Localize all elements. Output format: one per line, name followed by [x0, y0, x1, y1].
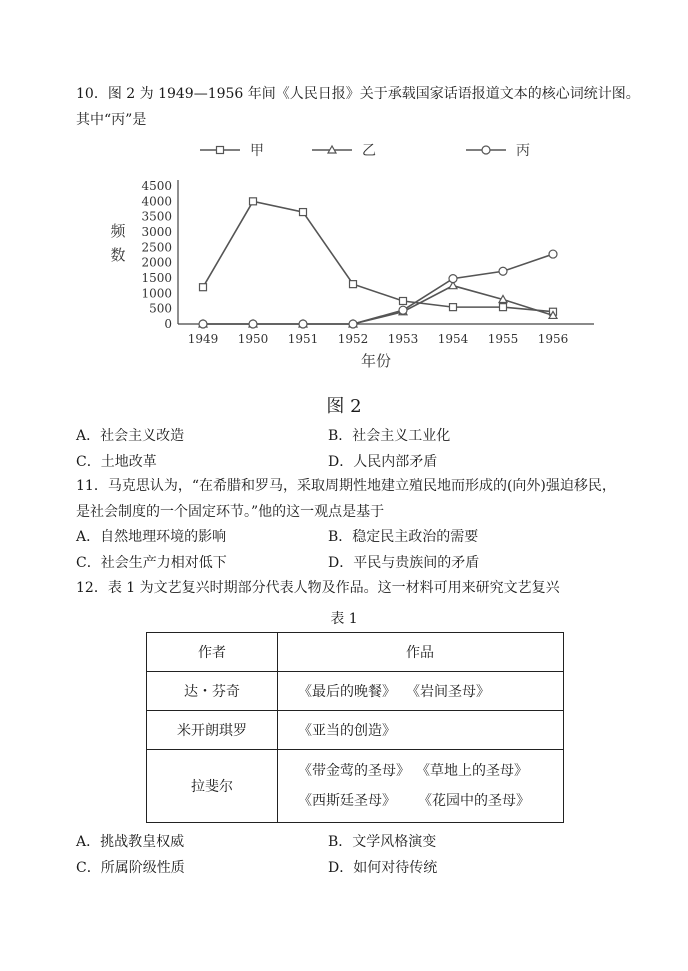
q10-option-c[interactable]: C．土地改革	[76, 454, 157, 470]
series-line	[203, 254, 553, 324]
works-cell	[278, 711, 564, 750]
legend-label: 丙	[516, 143, 530, 159]
author-cell: 米开朗琪罗	[147, 711, 278, 750]
y-axis-label-char2: 数	[110, 246, 126, 264]
x-tick-labels	[188, 332, 569, 346]
data-point	[349, 320, 357, 328]
q10-stem-line1: 10．图 2 为 1949—1956 年间《人民日报》关于承载国家话语报道文本的核心词统计图。	[76, 86, 640, 102]
figure-caption: 图 2	[326, 396, 362, 417]
header-works: 作品	[278, 633, 564, 672]
x-tick-label: 1953	[387, 332, 419, 346]
y-tick-label: 4000	[141, 194, 172, 209]
x-axis-label: 年份	[360, 352, 392, 370]
legend-marker	[482, 146, 490, 154]
data-point	[400, 298, 407, 305]
work-title: 《西斯廷圣母》	[298, 793, 396, 809]
y-tick-labels	[141, 179, 172, 331]
x-tick-label: 1951	[287, 332, 319, 346]
works-cell	[278, 750, 564, 823]
author-cell: 拉斐尔	[147, 750, 278, 823]
legend-entry	[312, 143, 376, 159]
data-point	[450, 304, 457, 311]
x-tick-label: 1950	[237, 332, 269, 346]
q11-stem-line1: 11．马克思认为，“在希腊和罗马，采取周期性地建立殖民地而形成的(向外)强迫移民，	[76, 478, 616, 494]
q12-option-b[interactable]: B．文学风格演变	[328, 834, 437, 850]
series-line	[203, 201, 553, 311]
x-tick-label: 1949	[187, 332, 219, 346]
works-cell	[278, 672, 564, 711]
data-point	[399, 306, 407, 314]
q12-option-d[interactable]: D．如何对待传统	[328, 860, 438, 876]
y-tick-label: 0	[164, 317, 172, 331]
legend-entry	[200, 143, 264, 159]
works-table	[146, 632, 564, 823]
chart-axes	[178, 180, 594, 324]
data-point	[300, 209, 307, 216]
line-chart	[100, 138, 600, 378]
legend-label: 乙	[362, 143, 376, 159]
data-point	[499, 267, 507, 275]
data-point	[500, 304, 507, 311]
table-row	[147, 711, 564, 750]
author-cell: 达・芬奇	[147, 672, 278, 711]
table-row	[147, 750, 564, 823]
y-tick-label: 4500	[141, 179, 172, 193]
y-tick-label: 500	[149, 301, 172, 316]
table-caption: 表 1	[330, 611, 358, 627]
legend-label: 甲	[250, 143, 264, 159]
data-point	[299, 320, 307, 328]
y-tick-label: 2500	[141, 240, 172, 255]
q12-option-a[interactable]: A．挑战教皇权威	[76, 834, 185, 850]
series-circle	[199, 250, 557, 328]
header-author: 作者	[147, 633, 278, 672]
y-tick-label: 3000	[141, 225, 172, 239]
q12-stem: 12．表 1 为文艺复兴时期部分代表人物及作品。这一材料可用来研究文艺复兴	[76, 580, 560, 596]
q10-option-d[interactable]: D．人民内部矛盾	[328, 454, 438, 470]
work-title: 《最后的晚餐》	[298, 684, 396, 700]
y-tick-label: 3500	[141, 209, 172, 224]
q10-option-b[interactable]: B．社会主义工业化	[328, 428, 451, 444]
x-tick-label: 1955	[487, 332, 519, 346]
data-point	[350, 281, 357, 288]
data-point	[199, 320, 207, 328]
y-axis-label-char1: 频	[110, 222, 126, 240]
x-tick-label: 1956	[537, 332, 569, 346]
q10-stem-line2: 其中“丙”是	[76, 112, 147, 128]
legend-entry	[466, 143, 530, 159]
q11-option-a[interactable]: A．自然地理环境的影响	[76, 529, 227, 545]
x-tick-label: 1954	[437, 332, 469, 346]
chart-series	[199, 198, 557, 328]
y-tick-label: 1500	[141, 271, 172, 285]
chart-legend	[200, 143, 530, 159]
work-title: 《草地上的圣母》	[416, 763, 528, 779]
table-row	[147, 672, 564, 711]
q10-option-a[interactable]: A．社会主义改造	[76, 428, 185, 444]
q11-stem-line2: 是社会制度的一个固定环节。”他的这一观点是基于	[76, 504, 385, 520]
data-point	[249, 320, 257, 328]
data-point	[549, 250, 557, 258]
work-title: 《花园中的圣母》	[418, 793, 530, 809]
data-point	[449, 275, 457, 283]
q11-option-c[interactable]: C．社会生产力相对低下	[76, 555, 227, 571]
x-tick-label: 1952	[337, 332, 369, 346]
y-tick-label: 1000	[141, 286, 172, 301]
data-point	[250, 198, 257, 205]
work-title: 《岩间圣母》	[406, 684, 490, 700]
work-title: 《带金莺的圣母》	[298, 763, 410, 779]
q11-option-d[interactable]: D．平民与贵族间的矛盾	[328, 555, 480, 571]
legend-marker	[217, 147, 224, 154]
data-point	[200, 284, 207, 291]
q12-option-c[interactable]: C．所属阶级性质	[76, 860, 185, 876]
work-title: 《亚当的创造》	[298, 723, 396, 739]
q11-option-b[interactable]: B．稳定民主政治的需要	[328, 529, 479, 545]
table-header-row	[147, 633, 564, 672]
y-tick-label: 2000	[141, 255, 172, 270]
